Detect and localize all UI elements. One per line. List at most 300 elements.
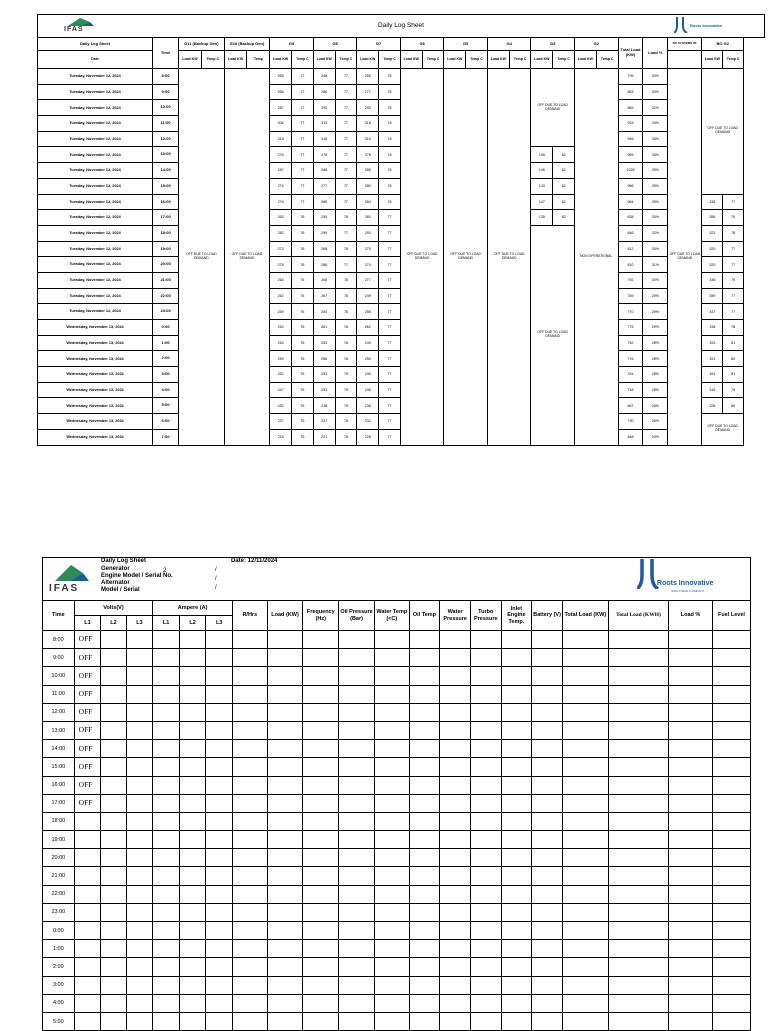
entry-cell[interactable] bbox=[206, 685, 233, 703]
entry-cell[interactable] bbox=[562, 849, 608, 867]
entry-cell[interactable] bbox=[470, 958, 501, 976]
entry-cell[interactable] bbox=[267, 958, 303, 976]
entry-cell[interactable] bbox=[501, 794, 532, 812]
entry-cell[interactable] bbox=[669, 649, 713, 667]
entry-cell[interactable] bbox=[470, 1012, 501, 1030]
entry-cell[interactable] bbox=[440, 849, 471, 867]
entry-cell[interactable] bbox=[470, 740, 501, 758]
volts-l1-cell[interactable] bbox=[74, 994, 101, 1012]
entry-cell[interactable] bbox=[303, 776, 339, 794]
entry-cell[interactable] bbox=[206, 812, 233, 830]
entry-cell[interactable] bbox=[374, 885, 409, 903]
entry-cell[interactable] bbox=[409, 1012, 440, 1030]
entry-cell[interactable] bbox=[101, 721, 127, 739]
entry-cell[interactable] bbox=[374, 649, 409, 667]
entry-cell[interactable] bbox=[126, 976, 153, 994]
entry-cell[interactable] bbox=[532, 885, 563, 903]
entry-cell[interactable] bbox=[232, 758, 267, 776]
entry-cell[interactable] bbox=[562, 903, 608, 921]
entry-cell[interactable] bbox=[608, 885, 668, 903]
entry-cell[interactable] bbox=[153, 794, 180, 812]
entry-cell[interactable] bbox=[303, 885, 339, 903]
entry-cell[interactable] bbox=[303, 940, 339, 958]
entry-cell[interactable] bbox=[440, 940, 471, 958]
entry-cell[interactable] bbox=[101, 958, 127, 976]
entry-cell[interactable] bbox=[206, 649, 233, 667]
entry-cell[interactable] bbox=[669, 758, 713, 776]
volts-l1-cell[interactable]: OFF bbox=[74, 667, 101, 685]
entry-cell[interactable] bbox=[713, 958, 751, 976]
entry-cell[interactable] bbox=[153, 903, 180, 921]
entry-cell[interactable] bbox=[669, 976, 713, 994]
entry-cell[interactable] bbox=[153, 885, 180, 903]
entry-cell[interactable] bbox=[374, 994, 409, 1012]
entry-cell[interactable] bbox=[374, 667, 409, 685]
entry-cell[interactable] bbox=[267, 758, 303, 776]
entry-cell[interactable] bbox=[440, 885, 471, 903]
entry-cell[interactable] bbox=[470, 976, 501, 994]
entry-cell[interactable] bbox=[532, 867, 563, 885]
entry-cell[interactable] bbox=[532, 903, 563, 921]
entry-cell[interactable] bbox=[232, 940, 267, 958]
entry-cell[interactable] bbox=[126, 922, 153, 940]
entry-cell[interactable] bbox=[608, 976, 668, 994]
entry-cell[interactable] bbox=[179, 922, 206, 940]
entry-cell[interactable] bbox=[339, 758, 375, 776]
volts-l1-cell[interactable] bbox=[74, 812, 101, 830]
entry-cell[interactable] bbox=[232, 885, 267, 903]
entry-cell[interactable] bbox=[339, 849, 375, 867]
entry-cell[interactable] bbox=[206, 631, 233, 649]
entry-cell[interactable] bbox=[153, 776, 180, 794]
entry-cell[interactable] bbox=[179, 667, 206, 685]
entry-cell[interactable] bbox=[126, 703, 153, 721]
entry-cell[interactable] bbox=[608, 794, 668, 812]
entry-cell[interactable] bbox=[126, 631, 153, 649]
entry-cell[interactable] bbox=[153, 994, 180, 1012]
entry-cell[interactable] bbox=[303, 1012, 339, 1030]
entry-cell[interactable] bbox=[669, 794, 713, 812]
entry-cell[interactable] bbox=[532, 812, 563, 830]
entry-cell[interactable] bbox=[713, 1012, 751, 1030]
entry-cell[interactable] bbox=[339, 1012, 375, 1030]
entry-cell[interactable] bbox=[126, 794, 153, 812]
entry-cell[interactable] bbox=[501, 758, 532, 776]
entry-cell[interactable] bbox=[501, 685, 532, 703]
entry-cell[interactable] bbox=[713, 922, 751, 940]
entry-cell[interactable] bbox=[470, 867, 501, 885]
entry-cell[interactable] bbox=[470, 631, 501, 649]
entry-cell[interactable] bbox=[409, 976, 440, 994]
entry-cell[interactable] bbox=[501, 703, 532, 721]
entry-cell[interactable] bbox=[669, 903, 713, 921]
entry-cell[interactable] bbox=[339, 649, 375, 667]
entry-cell[interactable] bbox=[669, 685, 713, 703]
entry-cell[interactable] bbox=[608, 958, 668, 976]
entry-cell[interactable] bbox=[232, 667, 267, 685]
entry-cell[interactable] bbox=[501, 922, 532, 940]
entry-cell[interactable] bbox=[562, 703, 608, 721]
entry-cell[interactable] bbox=[339, 958, 375, 976]
entry-cell[interactable] bbox=[339, 721, 375, 739]
entry-cell[interactable] bbox=[409, 703, 440, 721]
volts-l1-cell[interactable]: OFF bbox=[74, 794, 101, 812]
entry-cell[interactable] bbox=[562, 1012, 608, 1030]
entry-cell[interactable] bbox=[267, 794, 303, 812]
entry-cell[interactable] bbox=[267, 776, 303, 794]
entry-cell[interactable] bbox=[501, 721, 532, 739]
entry-cell[interactable] bbox=[501, 849, 532, 867]
entry-cell[interactable] bbox=[126, 740, 153, 758]
entry-cell[interactable] bbox=[303, 758, 339, 776]
volts-l1-cell[interactable]: OFF bbox=[74, 649, 101, 667]
entry-cell[interactable] bbox=[669, 994, 713, 1012]
entry-cell[interactable] bbox=[153, 958, 180, 976]
entry-cell[interactable] bbox=[101, 740, 127, 758]
volts-l1-cell[interactable] bbox=[74, 940, 101, 958]
volts-l1-cell[interactable] bbox=[74, 831, 101, 849]
entry-cell[interactable] bbox=[608, 776, 668, 794]
entry-cell[interactable] bbox=[339, 903, 375, 921]
entry-cell[interactable] bbox=[101, 867, 127, 885]
entry-cell[interactable] bbox=[409, 849, 440, 867]
entry-cell[interactable] bbox=[409, 812, 440, 830]
entry-cell[interactable] bbox=[206, 849, 233, 867]
entry-cell[interactable] bbox=[206, 758, 233, 776]
entry-cell[interactable] bbox=[409, 958, 440, 976]
entry-cell[interactable] bbox=[179, 1012, 206, 1030]
entry-cell[interactable] bbox=[669, 958, 713, 976]
entry-cell[interactable] bbox=[101, 994, 127, 1012]
entry-cell[interactable] bbox=[440, 631, 471, 649]
entry-cell[interactable] bbox=[470, 794, 501, 812]
entry-cell[interactable] bbox=[126, 958, 153, 976]
entry-cell[interactable] bbox=[440, 740, 471, 758]
entry-cell[interactable] bbox=[532, 758, 563, 776]
entry-cell[interactable] bbox=[608, 649, 668, 667]
entry-cell[interactable] bbox=[101, 1012, 127, 1030]
entry-cell[interactable] bbox=[101, 649, 127, 667]
volts-l1-cell[interactable] bbox=[74, 958, 101, 976]
entry-cell[interactable] bbox=[669, 1012, 713, 1030]
entry-cell[interactable] bbox=[179, 685, 206, 703]
entry-cell[interactable] bbox=[409, 758, 440, 776]
entry-cell[interactable] bbox=[440, 922, 471, 940]
entry-cell[interactable] bbox=[179, 631, 206, 649]
entry-cell[interactable] bbox=[153, 922, 180, 940]
entry-cell[interactable] bbox=[153, 685, 180, 703]
entry-cell[interactable] bbox=[179, 776, 206, 794]
entry-cell[interactable] bbox=[608, 849, 668, 867]
entry-cell[interactable] bbox=[470, 831, 501, 849]
entry-cell[interactable] bbox=[440, 649, 471, 667]
entry-cell[interactable] bbox=[669, 667, 713, 685]
entry-cell[interactable] bbox=[267, 831, 303, 849]
entry-cell[interactable] bbox=[101, 631, 127, 649]
entry-cell[interactable] bbox=[206, 867, 233, 885]
entry-cell[interactable] bbox=[501, 649, 532, 667]
entry-cell[interactable] bbox=[232, 812, 267, 830]
entry-cell[interactable] bbox=[206, 776, 233, 794]
entry-cell[interactable] bbox=[101, 812, 127, 830]
entry-cell[interactable] bbox=[409, 885, 440, 903]
entry-cell[interactable] bbox=[374, 703, 409, 721]
entry-cell[interactable] bbox=[470, 994, 501, 1012]
entry-cell[interactable] bbox=[562, 994, 608, 1012]
entry-cell[interactable] bbox=[409, 903, 440, 921]
entry-cell[interactable] bbox=[101, 849, 127, 867]
entry-cell[interactable] bbox=[339, 685, 375, 703]
entry-cell[interactable] bbox=[101, 922, 127, 940]
entry-cell[interactable] bbox=[713, 794, 751, 812]
entry-cell[interactable] bbox=[440, 867, 471, 885]
entry-cell[interactable] bbox=[532, 1012, 563, 1030]
entry-cell[interactable] bbox=[101, 903, 127, 921]
entry-cell[interactable] bbox=[179, 867, 206, 885]
entry-cell[interactable] bbox=[303, 631, 339, 649]
entry-cell[interactable] bbox=[153, 649, 180, 667]
entry-cell[interactable] bbox=[440, 812, 471, 830]
entry-cell[interactable] bbox=[470, 922, 501, 940]
entry-cell[interactable] bbox=[532, 958, 563, 976]
entry-cell[interactable] bbox=[303, 685, 339, 703]
entry-cell[interactable] bbox=[153, 1012, 180, 1030]
entry-cell[interactable] bbox=[713, 649, 751, 667]
entry-cell[interactable] bbox=[562, 649, 608, 667]
entry-cell[interactable] bbox=[206, 903, 233, 921]
entry-cell[interactable] bbox=[374, 721, 409, 739]
entry-cell[interactable] bbox=[153, 849, 180, 867]
entry-cell[interactable] bbox=[179, 976, 206, 994]
volts-l1-cell[interactable]: OFF bbox=[74, 721, 101, 739]
entry-cell[interactable] bbox=[232, 867, 267, 885]
volts-l1-cell[interactable]: OFF bbox=[74, 776, 101, 794]
entry-cell[interactable] bbox=[608, 940, 668, 958]
entry-cell[interactable] bbox=[440, 958, 471, 976]
entry-cell[interactable] bbox=[440, 703, 471, 721]
entry-cell[interactable] bbox=[501, 831, 532, 849]
entry-cell[interactable] bbox=[126, 940, 153, 958]
entry-cell[interactable] bbox=[153, 740, 180, 758]
entry-cell[interactable] bbox=[374, 940, 409, 958]
entry-cell[interactable] bbox=[532, 685, 563, 703]
entry-cell[interactable] bbox=[409, 867, 440, 885]
entry-cell[interactable] bbox=[470, 667, 501, 685]
entry-cell[interactable] bbox=[713, 685, 751, 703]
entry-cell[interactable] bbox=[267, 885, 303, 903]
entry-cell[interactable] bbox=[409, 794, 440, 812]
entry-cell[interactable] bbox=[669, 703, 713, 721]
volts-l1-cell[interactable] bbox=[74, 867, 101, 885]
entry-cell[interactable] bbox=[532, 776, 563, 794]
entry-cell[interactable] bbox=[440, 794, 471, 812]
entry-cell[interactable] bbox=[470, 703, 501, 721]
entry-cell[interactable] bbox=[562, 721, 608, 739]
entry-cell[interactable] bbox=[440, 685, 471, 703]
entry-cell[interactable] bbox=[440, 994, 471, 1012]
entry-cell[interactable] bbox=[713, 740, 751, 758]
entry-cell[interactable] bbox=[232, 849, 267, 867]
entry-cell[interactable] bbox=[339, 922, 375, 940]
volts-l1-cell[interactable]: OFF bbox=[74, 685, 101, 703]
entry-cell[interactable] bbox=[501, 631, 532, 649]
entry-cell[interactable] bbox=[374, 867, 409, 885]
entry-cell[interactable] bbox=[179, 812, 206, 830]
entry-cell[interactable] bbox=[713, 849, 751, 867]
entry-cell[interactable] bbox=[713, 758, 751, 776]
entry-cell[interactable] bbox=[374, 849, 409, 867]
entry-cell[interactable] bbox=[409, 649, 440, 667]
entry-cell[interactable] bbox=[153, 667, 180, 685]
entry-cell[interactable] bbox=[267, 867, 303, 885]
entry-cell[interactable] bbox=[126, 903, 153, 921]
entry-cell[interactable] bbox=[206, 794, 233, 812]
entry-cell[interactable] bbox=[608, 903, 668, 921]
entry-cell[interactable] bbox=[440, 903, 471, 921]
entry-cell[interactable] bbox=[101, 976, 127, 994]
entry-cell[interactable] bbox=[303, 976, 339, 994]
entry-cell[interactable] bbox=[179, 740, 206, 758]
entry-cell[interactable] bbox=[470, 758, 501, 776]
entry-cell[interactable] bbox=[339, 994, 375, 1012]
entry-cell[interactable] bbox=[206, 667, 233, 685]
entry-cell[interactable] bbox=[374, 903, 409, 921]
entry-cell[interactable] bbox=[409, 667, 440, 685]
entry-cell[interactable] bbox=[470, 885, 501, 903]
entry-cell[interactable] bbox=[409, 685, 440, 703]
entry-cell[interactable] bbox=[409, 721, 440, 739]
entry-cell[interactable] bbox=[440, 667, 471, 685]
entry-cell[interactable] bbox=[562, 740, 608, 758]
entry-cell[interactable] bbox=[339, 867, 375, 885]
entry-cell[interactable] bbox=[532, 667, 563, 685]
volts-l1-cell[interactable]: OFF bbox=[74, 703, 101, 721]
entry-cell[interactable] bbox=[232, 649, 267, 667]
entry-cell[interactable] bbox=[374, 1012, 409, 1030]
entry-cell[interactable] bbox=[206, 922, 233, 940]
entry-cell[interactable] bbox=[501, 976, 532, 994]
entry-cell[interactable] bbox=[470, 812, 501, 830]
entry-cell[interactable] bbox=[179, 849, 206, 867]
entry-cell[interactable] bbox=[339, 976, 375, 994]
entry-cell[interactable] bbox=[232, 631, 267, 649]
entry-cell[interactable] bbox=[232, 685, 267, 703]
entry-cell[interactable] bbox=[608, 922, 668, 940]
entry-cell[interactable] bbox=[206, 740, 233, 758]
entry-cell[interactable] bbox=[532, 976, 563, 994]
entry-cell[interactable] bbox=[608, 831, 668, 849]
entry-cell[interactable] bbox=[532, 703, 563, 721]
entry-cell[interactable] bbox=[126, 867, 153, 885]
entry-cell[interactable] bbox=[562, 758, 608, 776]
entry-cell[interactable] bbox=[409, 994, 440, 1012]
entry-cell[interactable] bbox=[501, 903, 532, 921]
entry-cell[interactable] bbox=[153, 831, 180, 849]
entry-cell[interactable] bbox=[126, 685, 153, 703]
entry-cell[interactable] bbox=[669, 940, 713, 958]
entry-cell[interactable] bbox=[713, 631, 751, 649]
entry-cell[interactable] bbox=[669, 776, 713, 794]
entry-cell[interactable] bbox=[232, 721, 267, 739]
entry-cell[interactable] bbox=[532, 831, 563, 849]
entry-cell[interactable] bbox=[562, 940, 608, 958]
entry-cell[interactable] bbox=[206, 831, 233, 849]
entry-cell[interactable] bbox=[562, 794, 608, 812]
entry-cell[interactable] bbox=[267, 812, 303, 830]
entry-cell[interactable] bbox=[267, 1012, 303, 1030]
entry-cell[interactable] bbox=[303, 958, 339, 976]
entry-cell[interactable] bbox=[126, 849, 153, 867]
entry-cell[interactable] bbox=[409, 831, 440, 849]
entry-cell[interactable] bbox=[303, 740, 339, 758]
entry-cell[interactable] bbox=[126, 1012, 153, 1030]
entry-cell[interactable] bbox=[501, 940, 532, 958]
entry-cell[interactable] bbox=[179, 703, 206, 721]
volts-l1-cell[interactable] bbox=[74, 976, 101, 994]
volts-l1-cell[interactable]: OFF bbox=[74, 631, 101, 649]
entry-cell[interactable] bbox=[713, 994, 751, 1012]
entry-cell[interactable] bbox=[532, 721, 563, 739]
entry-cell[interactable] bbox=[206, 885, 233, 903]
entry-cell[interactable] bbox=[303, 812, 339, 830]
entry-cell[interactable] bbox=[501, 812, 532, 830]
entry-cell[interactable] bbox=[409, 940, 440, 958]
entry-cell[interactable] bbox=[267, 940, 303, 958]
entry-cell[interactable] bbox=[501, 740, 532, 758]
entry-cell[interactable] bbox=[153, 721, 180, 739]
entry-cell[interactable] bbox=[669, 740, 713, 758]
entry-cell[interactable] bbox=[470, 940, 501, 958]
entry-cell[interactable] bbox=[267, 922, 303, 940]
entry-cell[interactable] bbox=[713, 776, 751, 794]
entry-cell[interactable] bbox=[267, 685, 303, 703]
entry-cell[interactable] bbox=[101, 794, 127, 812]
entry-cell[interactable] bbox=[339, 740, 375, 758]
entry-cell[interactable] bbox=[303, 703, 339, 721]
entry-cell[interactable] bbox=[374, 958, 409, 976]
entry-cell[interactable] bbox=[532, 740, 563, 758]
entry-cell[interactable] bbox=[206, 958, 233, 976]
entry-cell[interactable] bbox=[179, 940, 206, 958]
entry-cell[interactable] bbox=[179, 885, 206, 903]
entry-cell[interactable] bbox=[562, 958, 608, 976]
entry-cell[interactable] bbox=[669, 831, 713, 849]
entry-cell[interactable] bbox=[232, 903, 267, 921]
entry-cell[interactable] bbox=[267, 740, 303, 758]
volts-l1-cell[interactable] bbox=[74, 1012, 101, 1030]
entry-cell[interactable] bbox=[562, 922, 608, 940]
entry-cell[interactable] bbox=[126, 667, 153, 685]
entry-cell[interactable] bbox=[532, 849, 563, 867]
entry-cell[interactable] bbox=[409, 740, 440, 758]
entry-cell[interactable] bbox=[532, 922, 563, 940]
entry-cell[interactable] bbox=[153, 940, 180, 958]
entry-cell[interactable] bbox=[562, 776, 608, 794]
entry-cell[interactable] bbox=[126, 776, 153, 794]
entry-cell[interactable] bbox=[206, 940, 233, 958]
entry-cell[interactable] bbox=[267, 667, 303, 685]
entry-cell[interactable] bbox=[562, 631, 608, 649]
entry-cell[interactable] bbox=[232, 976, 267, 994]
volts-l1-cell[interactable]: OFF bbox=[74, 740, 101, 758]
entry-cell[interactable] bbox=[232, 1012, 267, 1030]
entry-cell[interactable] bbox=[501, 958, 532, 976]
entry-cell[interactable] bbox=[470, 903, 501, 921]
entry-cell[interactable] bbox=[303, 849, 339, 867]
entry-cell[interactable] bbox=[339, 631, 375, 649]
entry-cell[interactable] bbox=[267, 849, 303, 867]
entry-cell[interactable] bbox=[669, 721, 713, 739]
